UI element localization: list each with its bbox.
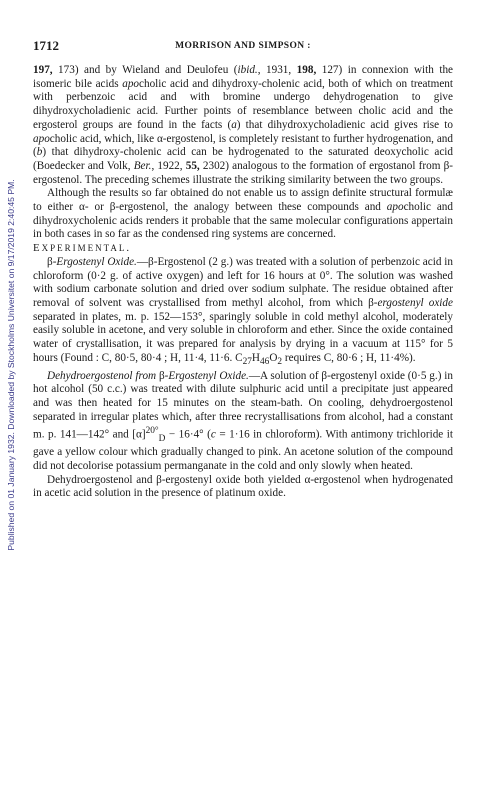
running-title: MORRISON AND SIMPSON :	[175, 41, 311, 51]
paragraph-ergostenyl-oxide: β-Ergostenyl Oxide.—β-Ergostenol (2 g.) was treated with a solution of perbenzoic acid in chloroform (0·2 g. of active oxygen) and left for 16 hours at 0°. The solution was washed with sodium carbonate solution and dried over sodium sulphate. The residue obtained after removal of solvent was crystallised from methyl alcohol, from which β-ergostenyl oxide separated in plates, m. p. 152—153°, sparingly soluble in cold methyl alcohol, moderately easily soluble in acetone, and very soluble in chloroform and ether. Since the oxide contained water of crystallisation, it was prepared for analysis by drying in a vacuum at 115° for 5 hours (Found : C, 80·5, 80·4 ; H, 11·4, 11·6. $C_{27}H_{46}O_2$ requires C, 80·6 ; H, 11·4%).	[33, 255, 453, 367]
section-heading-experimental: EXPERIMENTAL.	[33, 242, 132, 255]
paragraph-continued: 197, 173) and by Wieland and Deulofeu (ibid., 1931, 198, 127) in connexion with the isomeric bile acids apocholic acid and dihydroxy-cholenic acid, both of which on treatment with perbenzoic acid and with bromine undergo dehydrogenation to give dihydroxycholadienic acid. Further points of resemblance between cholic acid and the ergosterol groups are found in the facts (a) that dihydroxycholadienic acid gives rise to apocholic acid, which, like α-ergostenol, is completely resistant to further hydrogenation, and (b) that dihydroxy-cholenic acid can be hydrogenated to the saturated deoxycholic acid (Boedecker and Volk, Ber., 1922, 55, 2302) analogous to the formation of ergostanol from β-ergostenol. The preceding schemes illustrate the striking similarity between the two groups.	[33, 64, 454, 186]
page-header	[33, 38, 453, 54]
provenance-watermark	[4, 95, 18, 635]
paragraph-dehydroergostenol: Dehydroergostenol from β-Ergostenyl Oxide.—A solution of β-ergostenyl oxide (0·5 g.) in hot alcohol (50 c.c.) was treated with dilute sulphuric acid until a precipitate just appeared and was then heated for 15 minutes on the steam-bath. On cooling, dehydroergostenol separated in irregular plates which, after three recrystallisations from alcohol, had a constant m. p. 141—142° and $[\alpha]^{20^\circ}_D - 16\cdot 4^\circ$ (c = 1·16 in chloroform). With antimony trichloride it gave a yellow colour which gradually changed to pink. An acetone solution of the compound did not decolorise potassium permanganate in the cold and only slowly when heated.	[33, 369, 453, 472]
article-body	[33, 64, 453, 501]
paragraph-hydrogenation: Dehydroergostenol and β-ergostenyl oxide both yielded α-ergostenol when hydrogenated in acetic acid solution in the presence of platinum oxide.	[33, 473, 453, 500]
provenance-text: Published on 01 January 1932. Downloaded by Stockholms Universitet on 9/17/2019 2:40:45 PM.	[6, 179, 16, 551]
paragraph-analogy: Although the results so far obtained do not enable us to assign definite structural formulæ to either α- or β-ergostenol, the analogy between these compounds and apocholic and dihydroxycholenic acids renders it probable that the same molecular configurations appertain in both cases in so far as the condensed ring systems are concerned.	[33, 187, 453, 241]
page-number: 1712	[33, 38, 59, 53]
